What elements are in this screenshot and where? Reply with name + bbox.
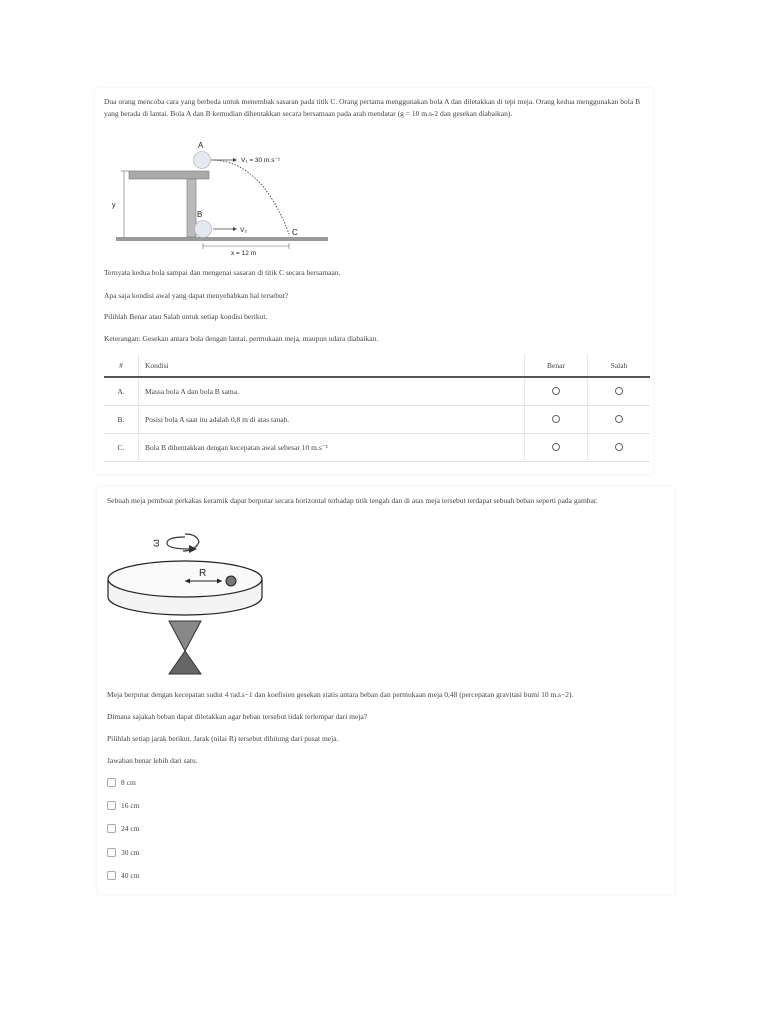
question-1-statement: Ternyata kedua bola sampai dan mengenai sasaran di titik C secara bersamaan. bbox=[104, 268, 341, 277]
checkbox[interactable] bbox=[107, 871, 116, 880]
label-x: x = 12 m bbox=[231, 250, 257, 257]
table-header-row bbox=[104, 354, 650, 377]
option-40cm[interactable] bbox=[107, 871, 140, 880]
label-b: B bbox=[197, 210, 203, 219]
question-1-question: Apa saja kondisi awal yang dapat menyebabkan hal tersebut? bbox=[104, 291, 289, 300]
radio-salah-a[interactable] bbox=[615, 387, 623, 395]
radio-benar-a[interactable] bbox=[552, 387, 560, 395]
rotation-arrow-icon bbox=[167, 537, 189, 549]
checkbox[interactable] bbox=[107, 778, 116, 787]
condition-table bbox=[104, 354, 650, 462]
question-1-intro: Dua orang mencoba cara yang berbeda untuk menembak sasaran pada titik C. Orang pertama menggunakan bola A dan diletakkan di tepi meja. Orang kedua menggunakan bola B yang berada di lantai. Bola A dan B kemudian dihentakkan secara bersamaan pada arah mendatar (g = 10 m.s-2 dan gesekan diabaikan). bbox=[104, 97, 641, 118]
trajectory bbox=[211, 160, 289, 234]
rotating-table-top bbox=[108, 561, 262, 597]
radio-salah-c[interactable] bbox=[615, 443, 623, 451]
row-condition: Bola B dihentakkan dengan kecepatan awal sebesar 10 m.s⁻¹ bbox=[139, 434, 525, 462]
radio-benar-b[interactable] bbox=[552, 415, 560, 423]
option-label: 16 cm bbox=[121, 801, 140, 810]
label-v1: V₁ = 30 m.s⁻¹ bbox=[241, 157, 281, 164]
option-label: 24 cm bbox=[121, 824, 140, 833]
radio-benar-c[interactable] bbox=[552, 443, 560, 451]
option-8cm[interactable] bbox=[107, 778, 136, 787]
floor bbox=[116, 237, 328, 241]
question-1-card bbox=[95, 88, 653, 474]
label-v2: V₂ bbox=[240, 227, 247, 234]
header-num: # bbox=[104, 354, 139, 377]
question-1-instruction: Pilihlah Benar atau Salah untuk setiap kondisi berikut. bbox=[104, 312, 268, 321]
question-1-note: Keterangan: Gesekan antara bola dengan lantai, permukaan meja, maupun udara diabaikan. bbox=[104, 334, 379, 343]
question-2-card bbox=[97, 487, 674, 894]
row-num: B. bbox=[104, 406, 139, 434]
projectile-figure bbox=[113, 140, 343, 256]
question-2-statement: Meja berputar dengan kecepatan sudut 4 rad.s−1 dan koefisien gesekan statis antara beban dan permukaan meja 0,48 (percepatan gravitasi bumi 10 m.s−2). bbox=[107, 690, 574, 699]
checkbox[interactable] bbox=[107, 801, 116, 810]
checkbox[interactable] bbox=[107, 848, 116, 857]
label-y: y bbox=[112, 202, 116, 209]
table-row bbox=[104, 406, 650, 434]
table-top bbox=[129, 171, 209, 179]
header-condition: Kondisi bbox=[139, 354, 525, 377]
option-label: 30 cm bbox=[121, 848, 140, 857]
row-condition: Massa bola A dan bola B sama. bbox=[139, 377, 525, 406]
option-label: 40 cm bbox=[121, 871, 140, 880]
option-30cm[interactable] bbox=[107, 848, 140, 857]
label-r: R bbox=[199, 568, 207, 579]
table-row bbox=[104, 377, 650, 406]
label-a: A bbox=[198, 141, 204, 150]
question-2-intro: Sebuah meja pembuat perkakas keramik dapat berputar secara horizontal terhadap titik tengah dan di atas meja tersebut terdapat sebuah beban seperti pada gambar. bbox=[107, 496, 598, 505]
option-16cm[interactable] bbox=[107, 801, 140, 810]
row-num: A. bbox=[104, 377, 139, 406]
ball-a bbox=[194, 152, 211, 169]
header-benar: Benar bbox=[525, 354, 588, 377]
question-2-question: Dimana sajakah beban dapat diletakkan agar beban tersebut tidak terlempar dari meja? bbox=[107, 712, 368, 721]
load bbox=[226, 576, 236, 586]
checkbox[interactable] bbox=[107, 824, 116, 833]
stand-bottom bbox=[169, 651, 201, 674]
header-salah: Salah bbox=[588, 354, 651, 377]
rotating-table-figure bbox=[105, 529, 265, 679]
option-label: 8 cm bbox=[121, 778, 136, 787]
stand-top bbox=[169, 621, 201, 651]
table-row bbox=[104, 434, 650, 462]
label-c: C bbox=[292, 228, 298, 237]
row-num: C. bbox=[104, 434, 139, 462]
ball-b bbox=[195, 221, 212, 238]
question-2-note: Jawaban benar lebih dari satu. bbox=[107, 756, 198, 765]
label-omega: ω bbox=[151, 539, 162, 547]
option-24cm[interactable] bbox=[107, 824, 140, 833]
row-condition: Posisi bola A saat itu adalah 0,8 m di atas tanah. bbox=[139, 406, 525, 434]
question-2-instruction: Pilihlah setiap jarak berikut. Jarak (nilai R) tersebut dihitung dari pusat meja. bbox=[107, 734, 339, 743]
radio-salah-b[interactable] bbox=[615, 415, 623, 423]
